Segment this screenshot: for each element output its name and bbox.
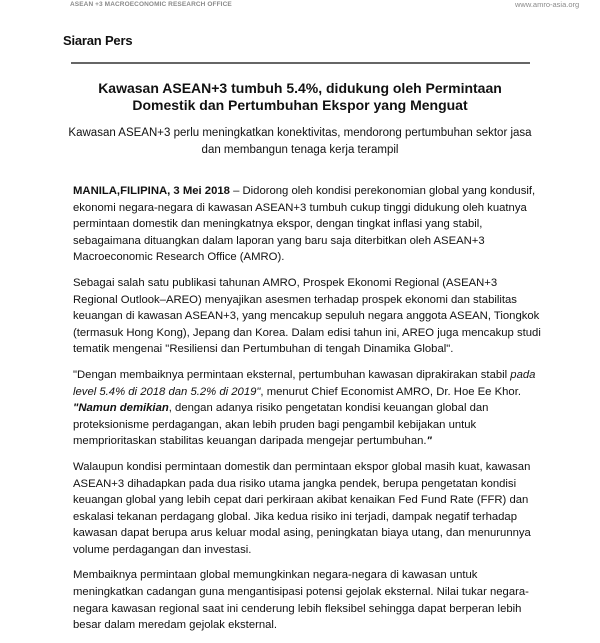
- quote-italic: pada level 5.4% di 2018 dan 5.2% di 2019": [73, 368, 536, 398]
- document-body: [73, 183, 543, 643]
- header-org-name: ASEAN +3 MACROECONOMIC RESEARCH OFFICE: [70, 1, 232, 8]
- quote2-rest: , dengan adanya risiko pengetatan kondisi keuangan global dan proteksionisme perdagangan, akan lebih pruden bagi pengambil kebijakan untuk memprioritaskan stabilitas keuangan daripada mengejar pertumbuhan.: [73, 402, 489, 448]
- section-label: Siaran Pers: [63, 33, 133, 48]
- paragraph-text: Sebagai salah satu publikasi tahunan AMRO, Prospek Ekonomi Regional (ASEAN+3 Regional Outlook–AREO) menyajikan asesmen terhadap prospek ekonomi dan stabilitas keuangan di kawasan ASEAN+3, yang mencakup sepuluh negara anggota ASEAN, Tiongkok (termasuk Hong Kong), Jepang dan Korea. Dalam edisi tahun ini, AREO juga mencakup studi tematik mengenai "Resiliensi dan Pertumbuhan di tengah Dinamika Global".: [73, 276, 541, 356]
- subtitle-line-2: dan membangun tenaga kerja terampil: [201, 144, 399, 156]
- title-line-2: Domestik dan Pertumbuhan Ekspor yang Menguat: [132, 97, 468, 113]
- paragraph-5: [73, 567, 543, 633]
- paragraph-text: – Didorong oleh kondisi perekonomian global yang kondusif, ekonomi negara-negara di kawasan ASEAN+3 tumbuh cukup tinggi didukung oleh kuatnya permintaan domestik dan meningkatnya ekspor, dengan tingkat inflasi yang stabil, sebagaimana dituangkan dalam laporan yang baru saja diterbitkan oleh ASEAN+3 Macroeconomic Research Office (AMRO).: [73, 185, 536, 264]
- quote2-bold-italic: "Namun demikian: [73, 402, 169, 415]
- paragraph-3-quote: [73, 367, 543, 450]
- paragraph-4: [73, 459, 543, 559]
- title-line-1: Kawasan ASEAN+3 tumbuh 5.4%, didukung oleh Permintaan: [98, 80, 502, 96]
- subtitle-line-1: Kawasan ASEAN+3 perlu meningkatkan konektivitas, mendorong pertumbuhan sektor jasa: [68, 127, 532, 139]
- horizontal-divider: [71, 62, 530, 64]
- quote2-close: ": [426, 435, 432, 448]
- paragraph-text: Walaupun kondisi permintaan domestik dan permintaan ekspor global masih kuat, kawasan ASEAN+3 dihadapkan pada dua risiko utama jangka pendek, berupa pengetatan kondisi keuangan global yang lebih cepat dari perkiraan akibat kenaikan Fed Fund Rate (FFR) dan eskalasi tekanan perdagang global. Jika kedua risiko ini terjadi, dampak negatif terhadap kawasan dapat berupa arus keluar modal asing, peningkatan biaya utang, dan menurunnya volume perdagangan dan investasi.: [73, 460, 531, 556]
- page-title: [60, 80, 540, 114]
- header-website-link[interactable]: www.amro-asia.org: [515, 0, 580, 9]
- paragraph-text: Membaiknya permintaan global memungkinkan negara-negara di kawasan untuk meningkatkan cadangan guna mengantisipasi potensi gejolak eksternal. Nilai tukar negara-negara kawasan regional saat ini cenderung lebih fleksibel sehingga dapat berperan lebih besar dalam meredam gejolak eksternal.: [73, 569, 529, 632]
- dateline: MANILA,FILIPINA, 3 Mei 2018: [73, 185, 230, 197]
- page-subtitle: [60, 125, 540, 159]
- quote-open: "Dengan membaiknya permintaan eksternal, pertumbuhan kawasan diprakirakan stabil: [73, 368, 511, 381]
- paragraph-2: [73, 275, 543, 358]
- paragraph-1: [73, 183, 543, 266]
- quote-attribution: , menurut Chief Economist AMRO, Dr. Hoe Ee Khor.: [260, 385, 521, 398]
